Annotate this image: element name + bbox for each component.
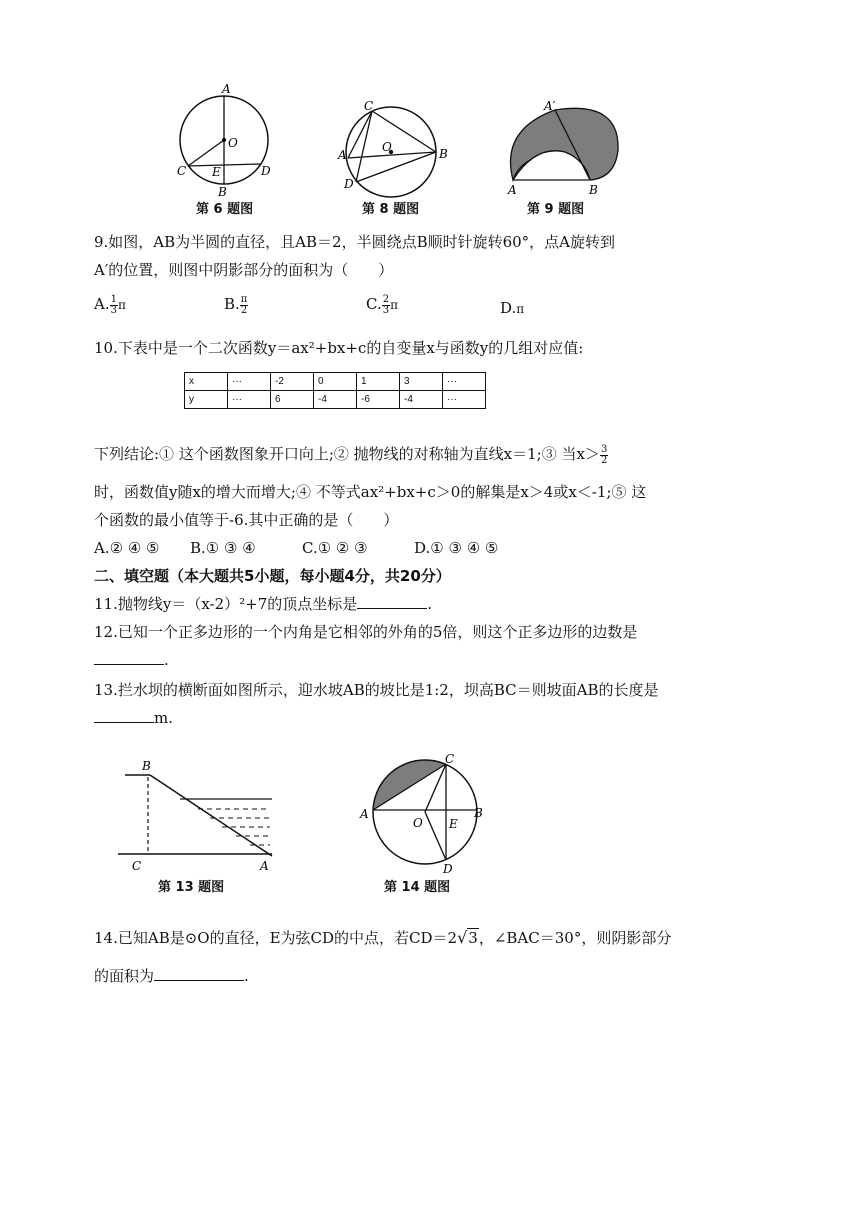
fig14-label-A: A <box>360 807 369 821</box>
q13-answer-line: m. <box>94 708 173 728</box>
fig14-label-D: D <box>443 862 453 876</box>
table-cell: ··· <box>228 391 271 409</box>
fig8-label-O: O <box>382 140 392 154</box>
q12-text: 12.已知一个正多边形的一个内角是它相邻的外角的5倍，则这个正多边形的边数是 <box>94 623 638 641</box>
q14-answer-blank <box>154 966 244 981</box>
q10-line-4: 个函数的最小值等于-6.其中正确的是（ ） <box>94 511 399 529</box>
q9-option-d: D.π <box>500 299 525 317</box>
fig9-label-A-prime: A′ <box>544 99 556 113</box>
fig14-label-C: C <box>445 752 455 766</box>
table-cell: 0 <box>314 373 357 391</box>
table-cell: 6 <box>271 391 314 409</box>
figure-14-diagram <box>359 752 483 876</box>
fig8-label-A: A <box>338 148 347 162</box>
q12-answer-blank <box>94 650 164 665</box>
figure-13-diagram <box>118 759 272 873</box>
table-cell: -2 <box>271 373 314 391</box>
q11-text: 11.抛物线y＝（x-2）²+7的顶点坐标是 . <box>94 595 433 613</box>
fig13-label-C: C <box>132 859 142 873</box>
q11-answer-blank <box>357 594 427 609</box>
q9-option-c: C. $\frac{2}{3}$ π <box>366 293 398 316</box>
q10-option-b: B.① ③ ④ <box>190 539 256 557</box>
table-cell: -6 <box>357 391 400 409</box>
fig6-label-O: O <box>228 136 238 150</box>
figure-9-diagram <box>507 99 618 197</box>
fig13-label-B: B <box>142 759 151 773</box>
fig6-caption: 第 6 题图 <box>196 202 254 217</box>
q9-option-b: B. $\frac{\pi}{2}$ <box>224 293 248 316</box>
figure-6-diagram <box>177 82 271 199</box>
fig14-label-B: B <box>474 806 483 820</box>
table-cell: ··· <box>228 373 271 391</box>
q10-value-table <box>184 372 486 409</box>
table-cell: 3 <box>400 373 443 391</box>
fig14-caption: 第 14 题图 <box>384 880 451 895</box>
q14-line-2: 的面积为 . <box>94 967 249 985</box>
q10-option-a: A.② ④ ⑤ <box>94 539 160 557</box>
fig8-caption: 第 8 题图 <box>362 202 420 217</box>
table-row <box>185 391 486 409</box>
fig6-label-D: D <box>261 164 271 178</box>
q10-line-1: 10.下表中是一个二次函数y＝ax²+bx+c的自变量x与函数y的几组对应值: <box>94 339 584 357</box>
fig8-label-C: C <box>364 99 374 113</box>
table-cell: ··· <box>443 373 486 391</box>
table-cell: y <box>185 391 228 409</box>
fig6-label-A: A <box>222 82 231 96</box>
q10-option-c: C.① ② ③ <box>302 539 368 557</box>
q10-line-2: 下列结论:① 这个函数图象开口向上;② 抛物线的对称轴为直线x＝1;③ 当x＞ $\frac{3}{2}$ <box>94 443 608 466</box>
fig6-label-E: E <box>212 165 221 179</box>
fig9-caption: 第 9 题图 <box>527 202 585 217</box>
q13-text: 13.拦水坝的横断面如图所示，迎水坡AB的坡比是1:2，坝高BC＝则坡面AB的长度是 <box>94 681 659 699</box>
fig13-caption: 第 13 题图 <box>158 880 225 895</box>
q10-option-d: D.① ③ ④ ⑤ <box>414 539 499 557</box>
fig6-label-B: B <box>218 185 227 199</box>
table-cell: -4 <box>314 391 357 409</box>
middle-figures <box>110 748 510 878</box>
figure-8-diagram <box>337 99 448 197</box>
fig8-label-D: D <box>344 177 354 191</box>
q13-answer-blank <box>94 708 154 723</box>
fig9-label-A: A <box>508 183 517 197</box>
table-row <box>185 373 486 391</box>
fig8-label-B: B <box>439 147 448 161</box>
q10-line-3: 时，函数值y随x的增大而增大;④ 不等式ax²+bx+c＞0的解集是x＞4或x＜-1;⑤ 这 <box>94 483 647 501</box>
q14-line-1: 14.已知AB是⊙O的直径，E为弦CD的中点，若CD＝2√3，∠BAC＝30°，则阴影部分 <box>94 928 672 947</box>
section-2-heading: 二、填空题（本大题共5小题，每小题4分，共20分） <box>94 567 451 585</box>
fig13-label-A: A <box>260 859 269 873</box>
table-cell: -4 <box>400 391 443 409</box>
q9-option-a: A. $\frac{1}{3}$ π <box>94 293 126 316</box>
q12-answer-line: . <box>94 650 169 670</box>
fig14-label-O: O <box>413 816 423 830</box>
fig9-label-B: B <box>589 183 598 197</box>
q9-line-2: A′的位置，则图中阴影部分的面积为（ ） <box>94 261 394 279</box>
fig6-label-C: C <box>177 164 187 178</box>
table-cell: 1 <box>357 373 400 391</box>
table-cell: x <box>185 373 228 391</box>
fig14-label-E: E <box>449 817 458 831</box>
q9-line-1: 9.如图，AB为半圆的直径，且AB＝2，半圆绕点B顺时针旋转60°，点A旋转到 <box>94 233 616 251</box>
table-cell: ··· <box>443 391 486 409</box>
